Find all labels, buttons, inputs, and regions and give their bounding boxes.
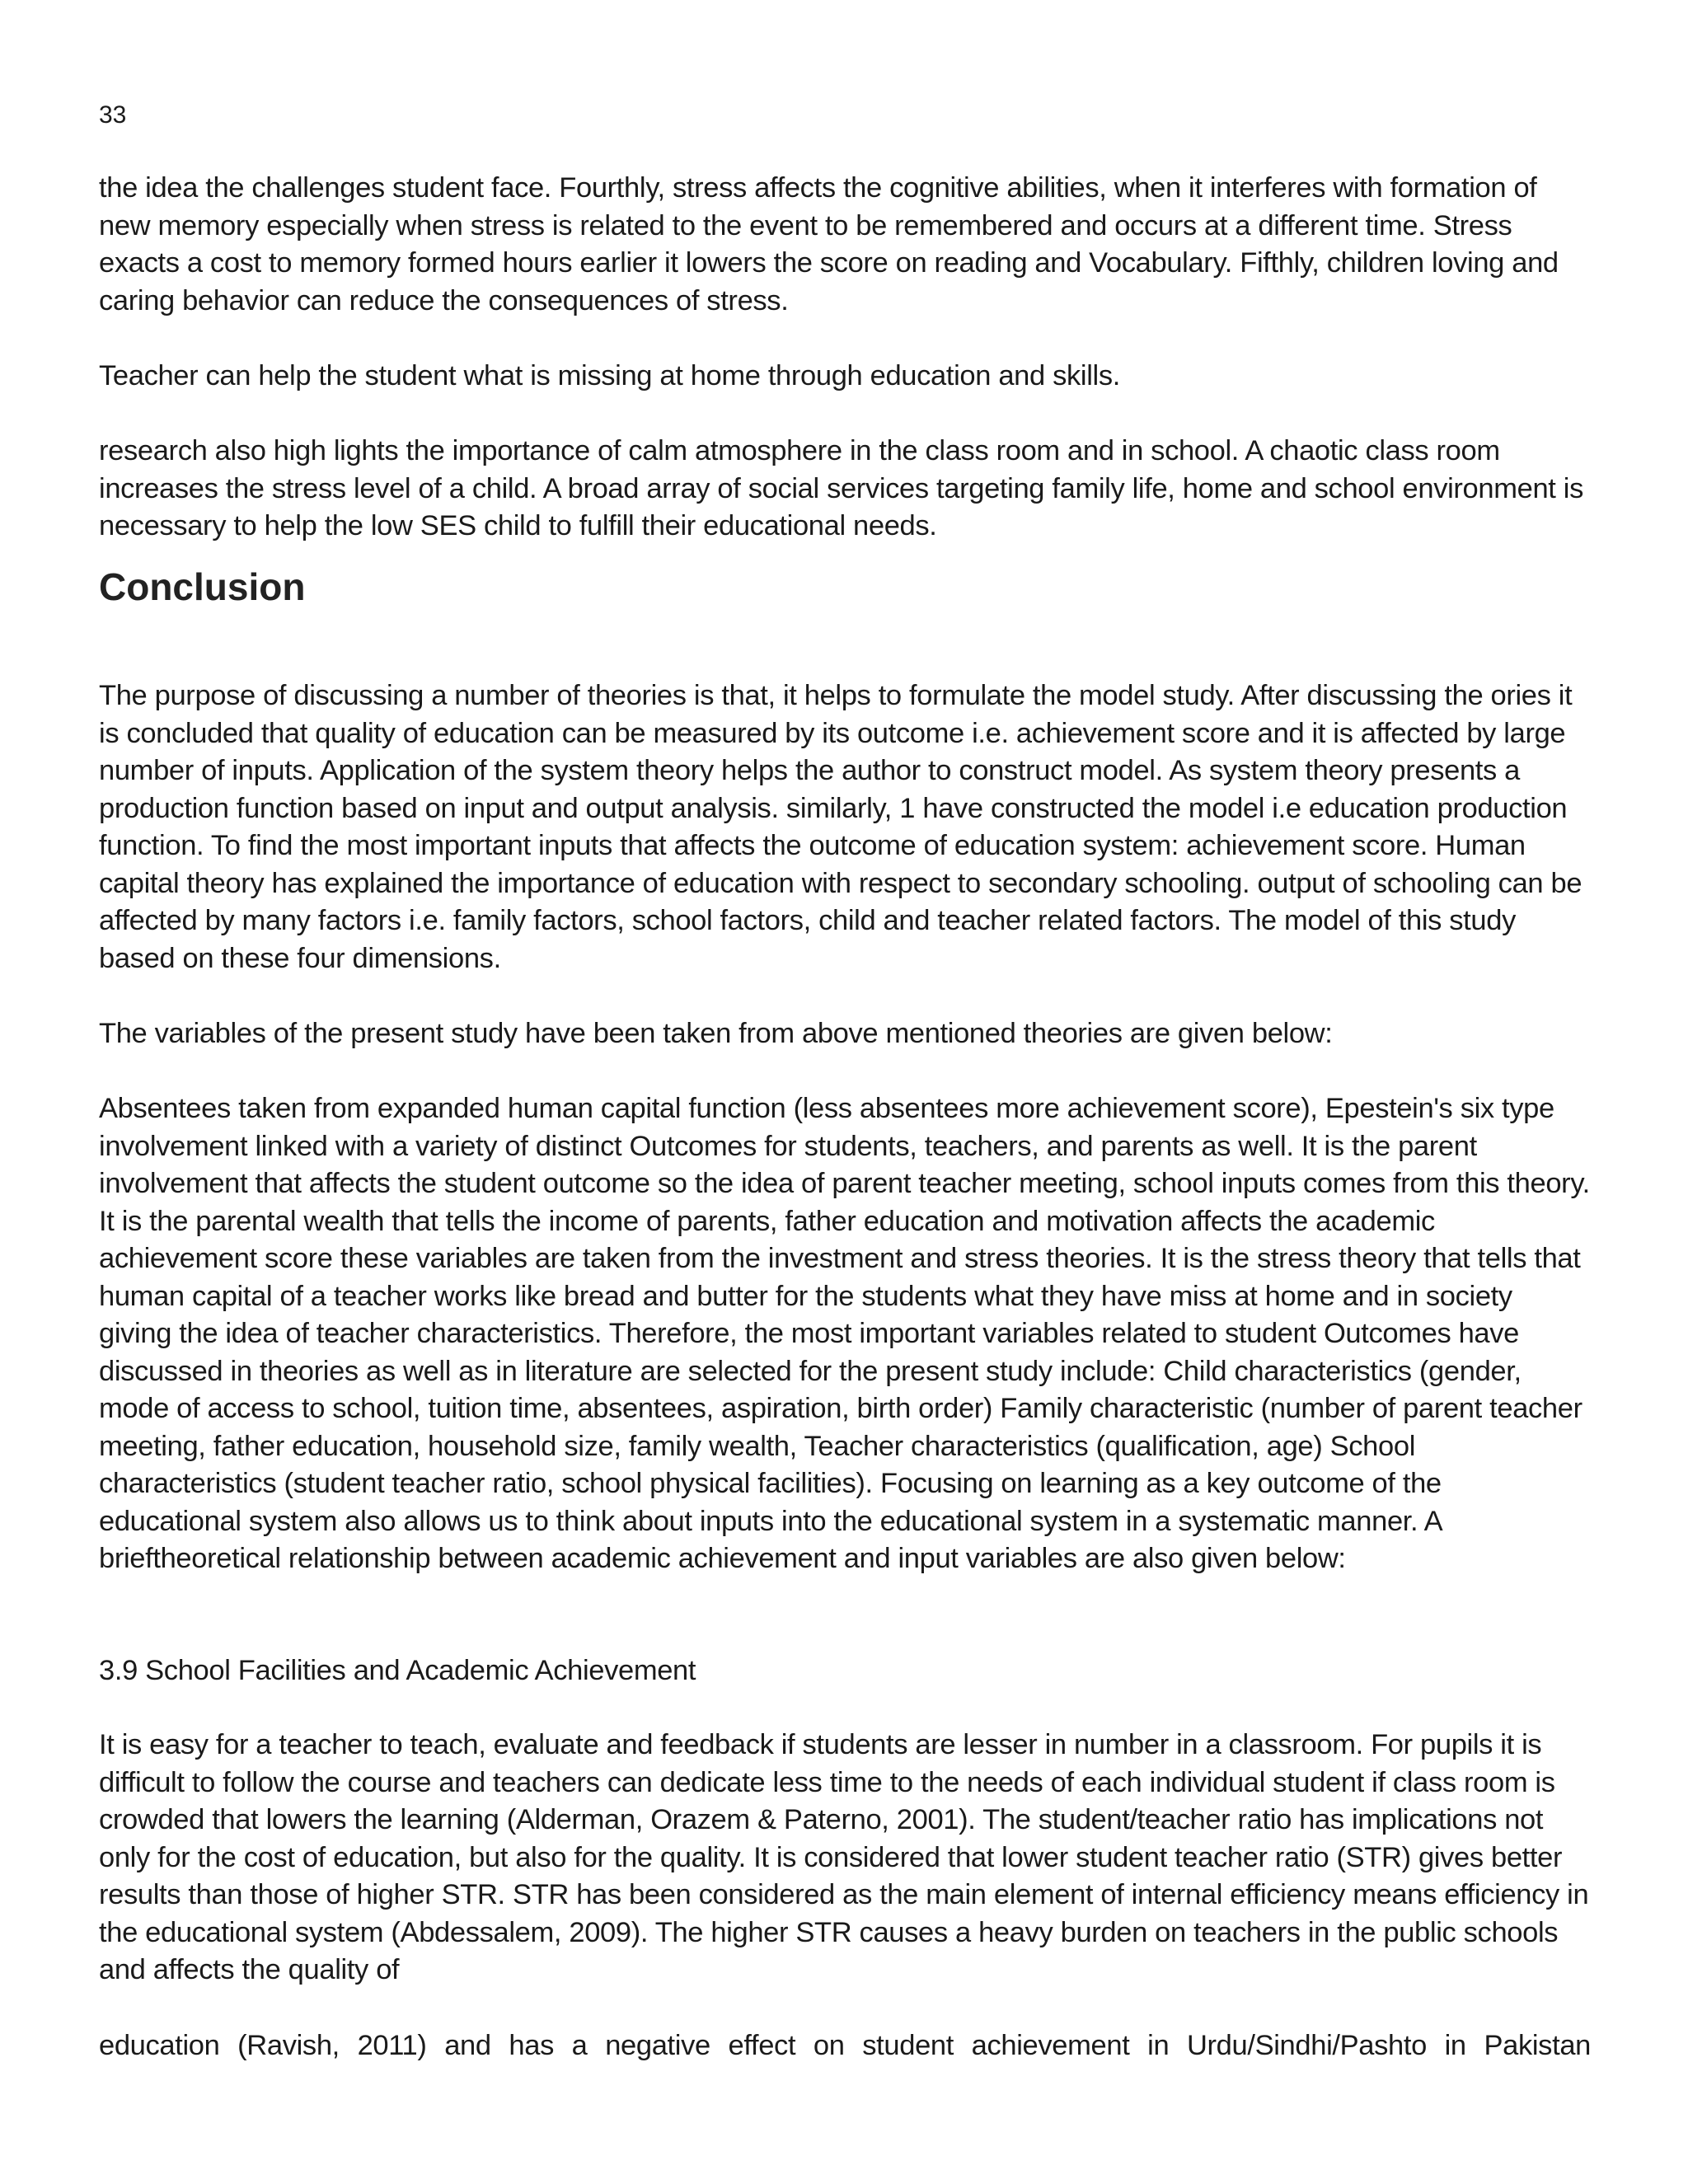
paragraph-ravish: education (Ravish, 2011) and has a negative effect on student achievement in Urdu/Sindhi/Pashto in Pakistan xyxy=(99,2030,1591,2061)
page-number: 33 xyxy=(99,101,127,129)
paragraph-variables-intro: The variables of the present study have been taken from above mentioned theories are given below: xyxy=(99,1018,1333,1049)
paragraph-absentees: Absentees taken from expanded human capital function (less absentees more achievement score), Epestein's six type involvement linked with a variety of distinct Outcomes for students, teachers, and parents as well. It is the parent involvement that affects the student outcome so the idea of parent teacher meeting, school inputs comes from this theory. It is the parental wealth that tells the income of parents, father education and motivation affects the academic achievement score these variables are taken from the investment and stress theories. It is the stress theory that tells that human capital of a teacher works like bread and butter for the students what they have miss at home and in society giving the idea of teacher characteristics. Therefore, the most important variables related to student Outcomes have discussed in theories as well as in literature are selected for the present study include: Child characteristics (gender, mode of access to school, tuition time, absentees, aspiration, birth order) Family characteristic (number of parent teacher meeting, father education, household size, family wealth, Teacher characteristics (qualification, age) School characteristics (student teacher ratio, school physical facilities). Focusing on learning as a key outcome of the educational system also allows us to think about inputs into the educational system in a systematic manner. A brieftheoretical relationship between academic achievement and input variables are also given below: xyxy=(99,1093,1590,1574)
paragraph-student-teacher-ratio: It is easy for a teacher to teach, evaluate and feedback if students are lesser in number in a classroom. For pupils it is difficult to follow the course and teachers can dedicate less time to the needs of each individual student if class room is crowded that lowers the learning (Alderman, Orazem & Paterno, 2001). The student/teacher ratio has implications not only for the cost of education, but also for the quality. It is considered that lower student teacher ratio (STR) gives better results than those of higher STR. STR has been considered as the main element of internal efficiency means efficiency in the educational system (Abdessalem, 2009). The higher STR causes a heavy burden on teachers in the public schools and affects the quality of xyxy=(99,1729,1589,1985)
conclusion-heading: Conclusion xyxy=(99,565,306,608)
paragraph-research-calm: research also high lights the importance of calm atmosphere in the class room and in school. A chaotic class room increases the stress level of a child. A broad array of social services targeting family life, home and school environment is necessary to help the low SES child to fulfill their educational needs. xyxy=(99,435,1583,541)
paragraph-purpose-theories: The purpose of discussing a number of theories is that, it helps to formulate the model study. After discussing the ories it is concluded that quality of education can be measured by its outcome i.e. achievement score and it is affected by large number of inputs. Application of the system theory helps the author to construct model. As system theory presents a production function based on input and output analysis. similarly, 1 have constructed the model i.e education production function. To find the most important inputs that affects the outcome of education system: achievement score. Human capital theory has explained the importance of education with respect to secondary schooling. output of schooling can be affected by many factors i.e. family factors, school factors, child and teacher related factors. The model of this study based on these four dimensions. xyxy=(99,680,1582,974)
paragraph-teacher-help: Teacher can help the student what is missing at home through education and skills. xyxy=(99,360,1120,391)
paragraph-stress-effects: the idea the challenges student face. Fourthly, stress affects the cognitive abilities, when it interferes with formation of new memory especially when stress is related to the event to be remembered and occurs at a different time. Stress exacts a cost to memory formed hours earlier it lowers the score on reading and Vocabulary. Fifthly, children loving and caring behavior can reduce the consequences of stress. xyxy=(99,172,1559,316)
section-heading-school-facilities: 3.9 School Facilities and Academic Achievement xyxy=(99,1655,696,1686)
